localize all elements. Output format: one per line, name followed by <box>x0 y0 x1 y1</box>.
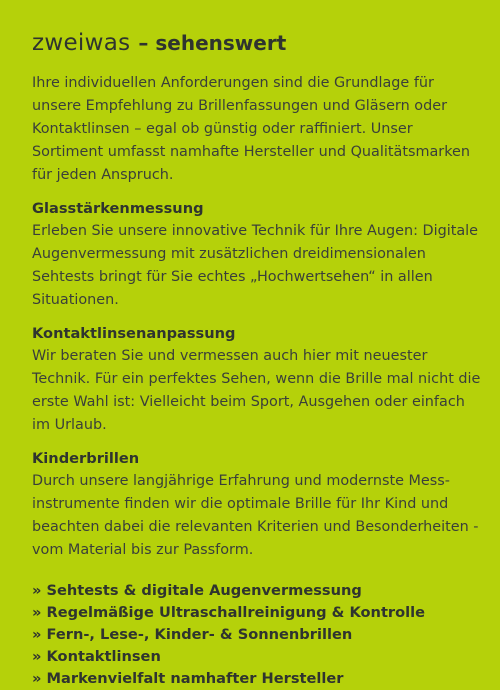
section-glasstaerkenmessung <box>32 197 482 312</box>
page-title: – sehenswert <box>138 31 287 55</box>
section-text: Durch unsere langjährige Erfahrung und modernste Mess-instrumente finden wir die optimale Brille für Ihr Kind und beachten dabei die relevanten Kriterien und Besonderheiten - vom Material bis zur Passform. <box>32 473 479 558</box>
feature-item: » Markenvielfalt namhafter Hersteller <box>32 670 344 687</box>
header <box>32 28 482 58</box>
brand-logo: zweiwas <box>32 30 131 56</box>
section-kinderbrillen <box>32 447 482 562</box>
section-text: Wir beraten Sie und vermessen auch hier mit neuester Technik. Für ein perfektes Sehen, wenn die Brille mal nicht die erste Wahl ist: Vielleicht beim Sport, Ausgehen oder einfach im Urlaub. <box>32 348 481 433</box>
feature-item: » Sehtests & digitale Augenvermessung <box>32 582 362 599</box>
section-text: Erleben Sie unsere innovative Technik für Ihre Augen: Digitale Augenvermessung mit zusätzlichen dreidimensionalen Sehtests bringt für Sie echtes „Hochwertsehen“ in allen Situationen. <box>32 223 479 308</box>
section-kontaktlinsenanpassung <box>32 322 482 437</box>
feature-item: » Kontaktlinsen <box>32 648 161 665</box>
feature-item: » Regelmäßige Ultraschallreinigung & Kontrolle <box>32 604 426 621</box>
feature-item: » Fern-, Lese-, Kinder- & Sonnenbrillen <box>32 626 353 643</box>
section-title: Kontaktlinsenanpassung <box>32 325 236 342</box>
section-title: Glasstärkenmessung <box>32 200 204 217</box>
intro-paragraph: Ihre individuellen Anforderungen sind die Grundlage für unsere Empfehlung zu Brillenfassungen und Gläsern oder Kontaktlinsen – egal ob günstig oder raffiniert. Unser Sortiment umfasst namhafte Hersteller und Qualitätsmarken für jeden Anspruch. <box>32 75 471 183</box>
feature-list <box>32 580 482 690</box>
content-panel <box>32 28 482 690</box>
section-title: Kinderbrillen <box>32 450 140 467</box>
